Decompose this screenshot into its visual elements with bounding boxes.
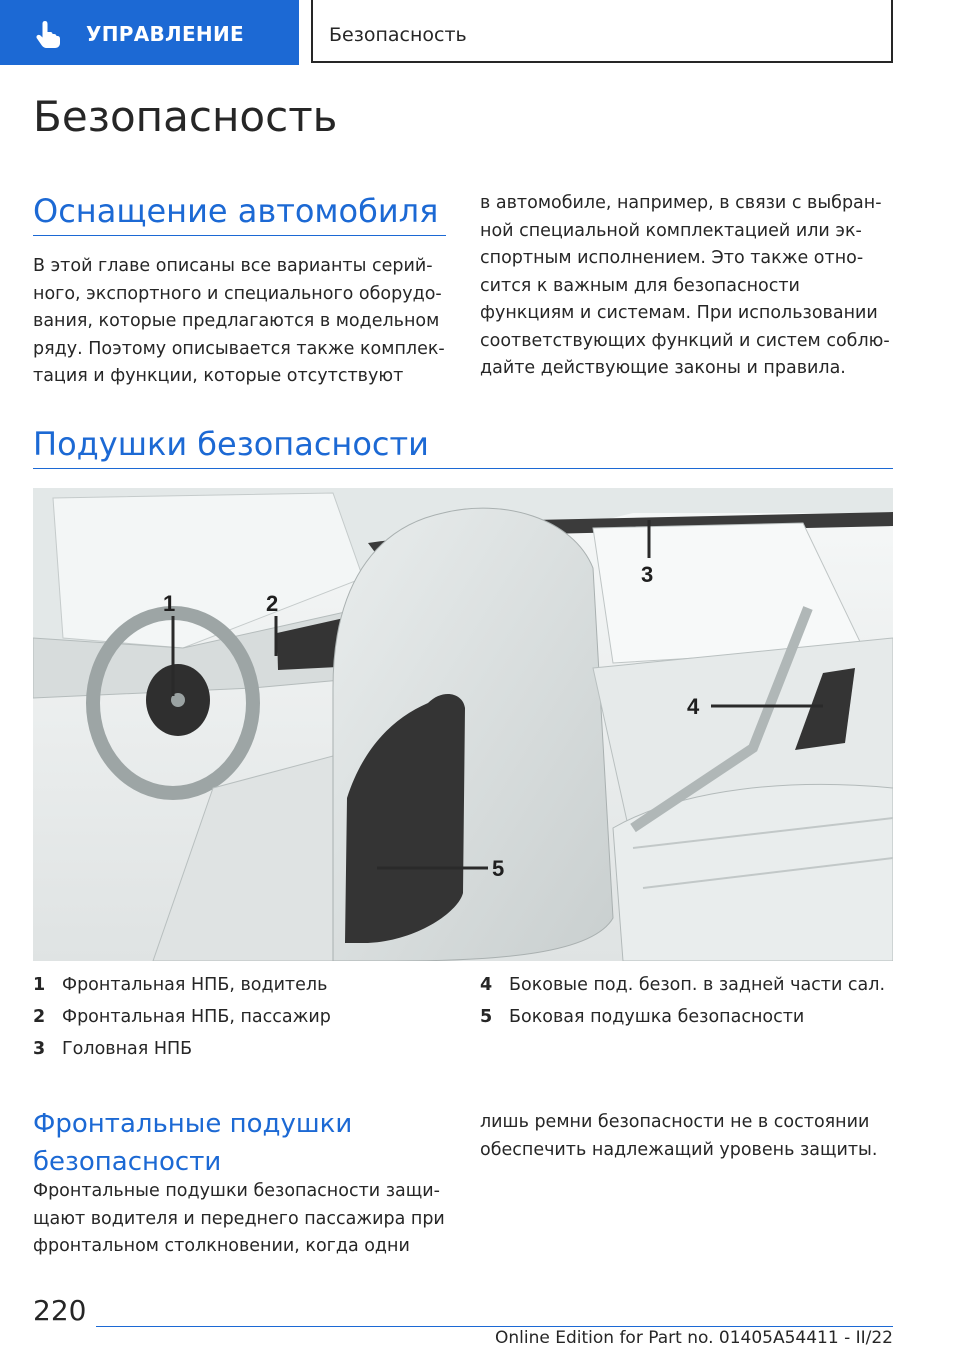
legend-text: Головная НПБ <box>62 1039 193 1059</box>
hand-pointer-icon <box>34 19 62 49</box>
legend-number: 1 <box>33 975 46 995</box>
front-airbags-text-col2 <box>480 1109 900 1164</box>
text-line: обеспечить надлежащий уровень защиты. <box>480 1139 878 1160</box>
page-title: Безопасность <box>33 92 338 141</box>
legend-text: Боковые под. безоп. в задней части сал. <box>509 975 886 995</box>
legend-number: 2 <box>33 1007 46 1027</box>
equipment-text-col2 <box>480 190 900 383</box>
callout-2: 2 <box>266 591 279 616</box>
text-line: сится к важным для безопасности <box>480 275 800 296</box>
section-header-label: Безопасность <box>329 24 467 46</box>
legend-left <box>33 975 453 1071</box>
text-line: фронтальном столкновении, когда одни <box>33 1236 410 1256</box>
equipment-heading-rule <box>33 235 446 236</box>
equipment-text-col1 <box>33 253 453 391</box>
legend-text: Фронтальная НПБ, водитель <box>62 975 328 995</box>
callout-5: 5 <box>492 856 505 881</box>
legend-right <box>480 975 900 1039</box>
airbag-illustration <box>33 488 893 961</box>
text-line: ного, экспортного и специального оборудо- <box>33 283 442 304</box>
text-line: вания, которые предлагаются в модельном <box>33 311 440 331</box>
legend-item <box>33 1039 453 1071</box>
airbags-heading-rule <box>33 468 893 469</box>
text-line: тация и функции, которые отсутствуют <box>33 366 404 386</box>
callout-1: 1 <box>163 591 176 616</box>
chapter-tab-label: УПРАВЛЕНИЕ <box>86 22 244 46</box>
text-line: спортным исполнением. Это также отно- <box>480 248 864 268</box>
text-line: в автомобиле, например, в связи с выбран- <box>480 193 882 213</box>
legend-number: 4 <box>480 975 493 995</box>
legend-item <box>33 975 453 1007</box>
text-line: Фронтальные подушки безопасности защи- <box>33 1181 440 1201</box>
chapter-tab[interactable] <box>0 0 299 65</box>
callout-3: 3 <box>641 562 654 587</box>
text-line: функциям и системам. При использовании <box>480 303 878 323</box>
heading-line: безопасности <box>33 1147 222 1177</box>
airbags-heading: Подушки безопасности <box>33 425 429 463</box>
page-number: 220 <box>33 1294 87 1327</box>
text-line: лишь ремни безопасности не в состоянии <box>480 1112 870 1132</box>
footer-edition-text: Online Edition for Part no. 01405A54411 - II/22 <box>494 1328 893 1348</box>
legend-text: Боковая подушка безопасности <box>509 1007 805 1027</box>
text-line: дайте действующие законы и правила. <box>480 358 846 378</box>
legend-number: 3 <box>33 1039 46 1059</box>
legend-text: Фронтальная НПБ, пассажир <box>62 1007 331 1027</box>
text-line: соответствующих функций и систем соблю- <box>480 330 890 351</box>
legend-item <box>480 1007 900 1039</box>
front-airbags-text-col1 <box>33 1178 453 1261</box>
legend-item <box>480 975 900 1007</box>
text-line: В этой главе описаны все варианты серий- <box>33 256 433 276</box>
callout-4: 4 <box>687 694 700 719</box>
footer-rule <box>96 1326 893 1327</box>
section-header <box>311 0 893 63</box>
legend-item <box>33 1007 453 1039</box>
legend-number: 5 <box>480 1007 493 1027</box>
text-line: ной специальной комплектацией или эк- <box>480 220 862 241</box>
front-airbags-heading <box>33 1105 352 1181</box>
text-line: ряду. Поэтому описывается также комплек- <box>33 338 445 359</box>
heading-line: Фронтальные подушки <box>33 1109 353 1139</box>
equipment-heading: Оснащение автомобиля <box>33 192 439 230</box>
car-interior-drawing <box>33 488 893 961</box>
text-line: щают водителя и переднего пассажира при <box>33 1208 445 1229</box>
